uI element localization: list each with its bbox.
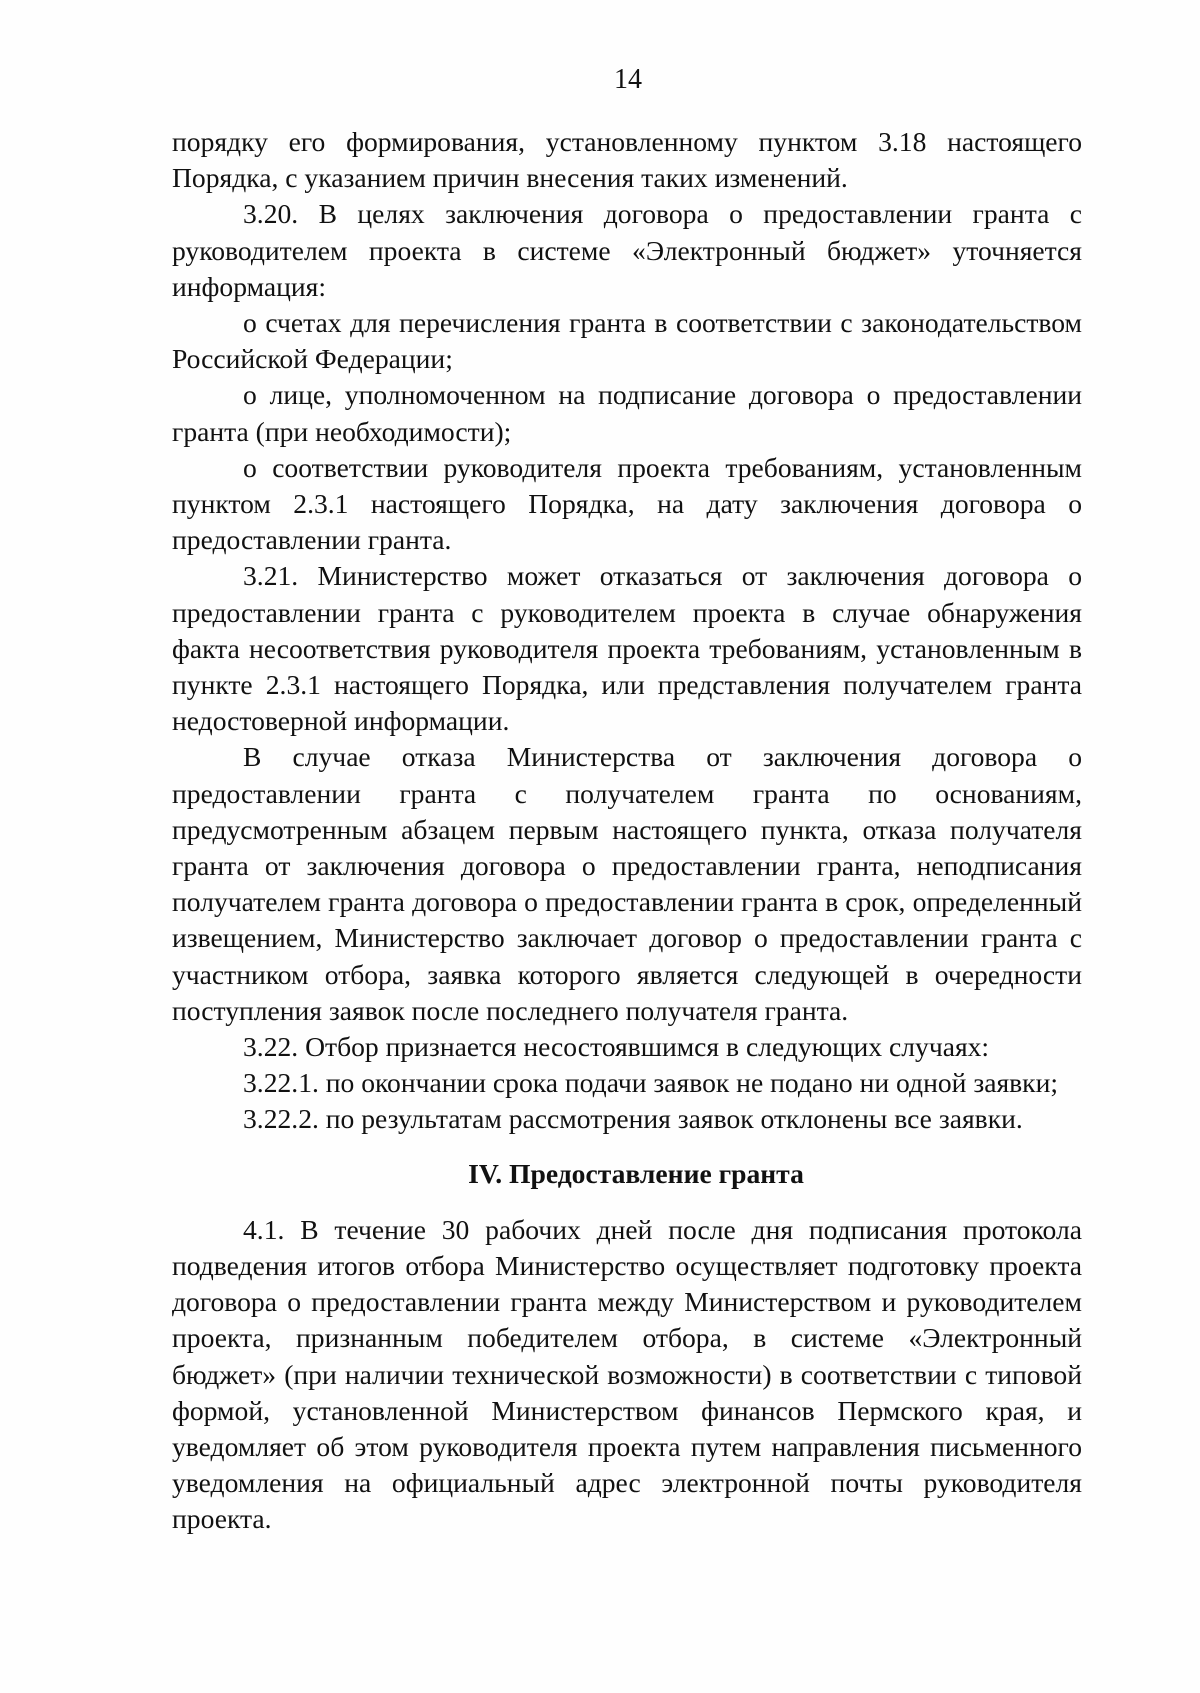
paragraph-authorized-person: о лице, уполномоченном на подписание договора о предоставлении гранта (при необходимости); [172, 379, 1082, 447]
section-heading: IV. Предоставление гранта [468, 1157, 804, 1189]
paragraph-3-22: 3.22. Отбор признается несостоявшимся в следующих случаях: [243, 1031, 990, 1063]
paragraph-3-20: 3.20. В целях заключения договора о предоставлении гранта с руководителем проекта в системе «Электронный бюджет» уточняется информация: [172, 198, 1082, 302]
document-body [172, 124, 1082, 1538]
paragraph-3-22-1: 3.22.1. по окончании срока подачи заявок не подано ни одной заявки; [243, 1067, 1059, 1099]
paragraph-3-21: 3.21. Министерство может отказаться от заключения договора о предоставлении гранта с руководителем проекта в случае обнаружения факта несоответствия руководителя проекта требованиям, установленным в пункте 2.3.1 настоящего Порядка, или представления получателем гранта недостоверной информации. [172, 560, 1082, 737]
paragraph-refusal-case: В случае отказа Министерства от заключения договора о предоставлении гранта с получателем гранта по основаниям, предусмотренным абзацем первым настоящего пункта, отказа получателя гранта от заключения договора о предоставлении гранта, неподписания получателем гранта договора о предоставлении гранта в срок, определенный извещением, Министерство заключает договор о предоставлении гранта с участником отбора, заявка которого является следующей в очередности поступления заявок после последнего получателя гранта. [172, 741, 1082, 1026]
paragraph-continuation: порядку его формирования, установленному пунктом 3.18 настоящего Порядка, с указанием причин внесения таких изменений. [172, 126, 1082, 194]
page-number: 14 [614, 64, 642, 95]
paragraph-3-22-2: 3.22.2. по результатам рассмотрения заявок отклонены все заявки. [243, 1103, 1023, 1135]
paragraph-4-1: 4.1. В течение 30 рабочих дней после дня подписания протокола подведения итогов отбора Министерство осуществляет подготовку проекта договора о предоставлении гранта между Министерством и руководителем проекта, признанным победителем отбора, в системе «Электронный бюджет» (при наличии технической возможности) в соответствии с типовой формой, установленной Министерством финансов Пермского края, и уведомляет об этом руководителя проекта путем направления письменного уведомления на официальный адрес электронной почты руководителя проекта. [172, 1213, 1082, 1535]
paragraph-accounts: о счетах для перечисления гранта в соответствии с законодательством Российской Федерации; [172, 307, 1082, 375]
paragraph-compliance: о соответствии руководителя проекта требованиям, установленным пунктом 2.3.1 настоящего Порядка, на дату заключения договора о предоставлении гранта. [172, 451, 1082, 556]
